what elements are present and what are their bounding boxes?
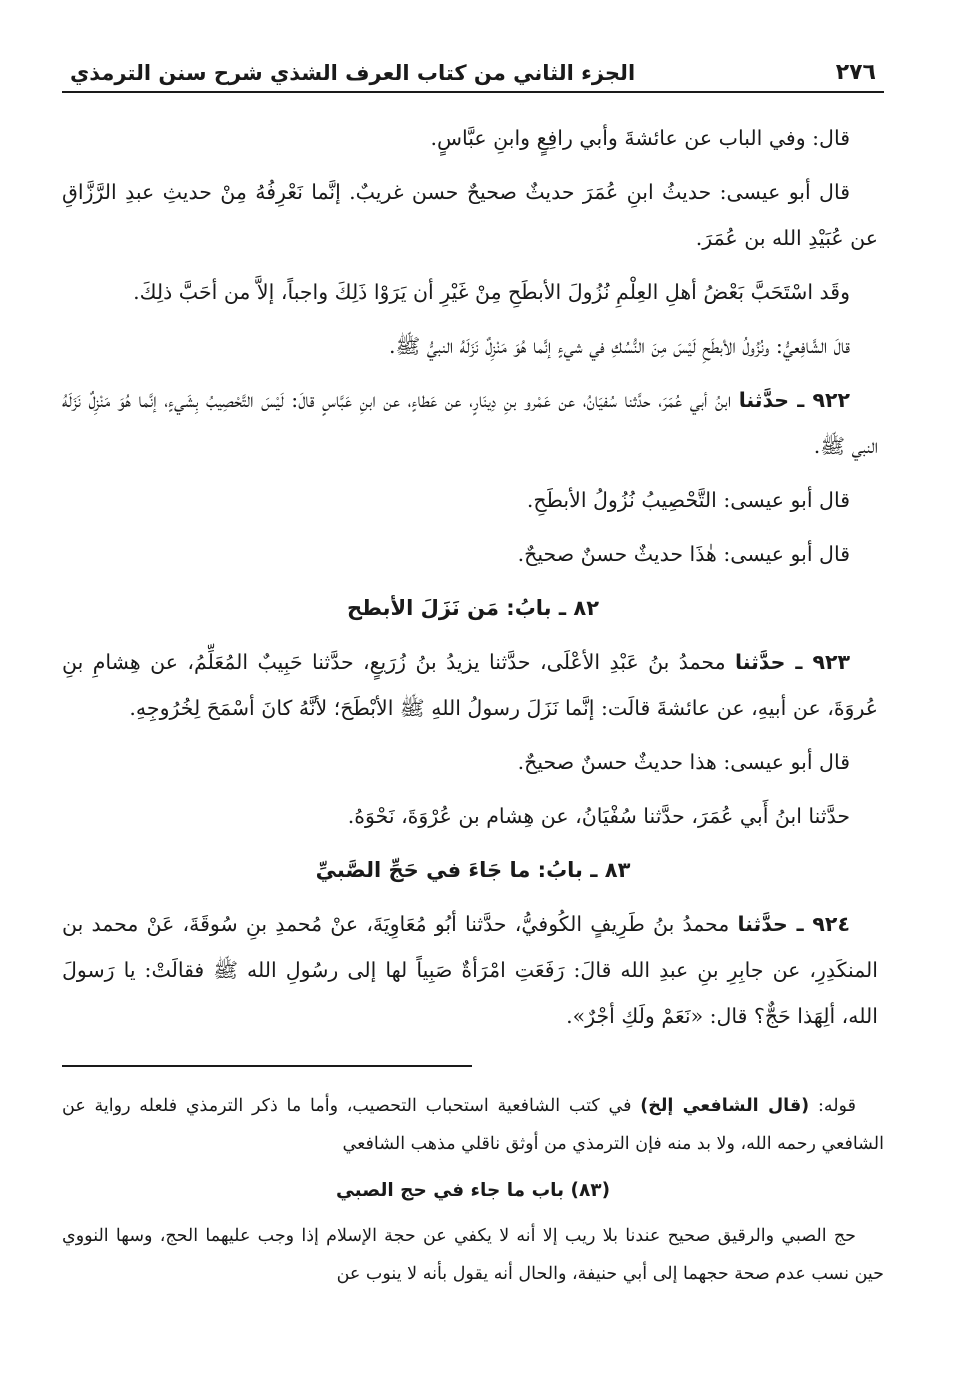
text-paragraph: قال أبو عيسى: حديثُ ابنِ عُمَرَ حديثٌ صحيحٌ حسن غريبٌ. إنَّما نَعْرِفُهُ مِنْ حديثِ عبدِ الرَّزَّاقِ عن عُبَيْدِ الله بن عُمَرَ.: [62, 180, 878, 250]
text-paragraph: حدَّثنا ابنُ أَبي عُمَرَ، حدَّثنا سُفْيَانُ، عن هِشام بن عُرْوَةَ، نَحْوَهُ.: [347, 804, 850, 828]
commentary-note: حج الصبي والرقيق صحيح عندنا بلا ريب إلا أنه لا يكفي عن حجة الإسلام إذا وجب عليهما الحج، وسها النووي حين نسب عدم صحة حجهما إلى أبي حنيفة، والحال أنه يقول بأنه لا ينوب عن: [62, 1226, 884, 1284]
book-page: [62, 60, 884, 1299]
text-paragraph: قال: وفي الباب عن عائشةَ وأبي رافِعٍ وابنِ عبَّاسٍ.: [430, 126, 850, 150]
hadith-number: ٩٢٢ ـ حدَّثنا: [738, 388, 850, 412]
hadith-text: ابنُ أبي عُمَرَ، حدَّثنا سُفيَانُ، عن عَمْرو بنِ دِينَارٍ، عن عَطاءٍ، عن ابنِ عَبَّاسٍ قالَ: لَيْسَ التَّحْصِيبُ بِشَيءٍ، إنَّما هُوَ مَنْزِلٌ نَزَلَهُ النبي ﷺ.: [62, 388, 878, 458]
footnote-divider: [62, 1065, 472, 1067]
page-header: [62, 60, 884, 91]
text-paragraph: قال أبو عيسى: هٰذَا حديثٌ حسنٌ صحيحٌ.: [517, 542, 850, 566]
text-paragraph: قال أبو عيسى: التَّحْصِيبُ نُزُولُ الأبطَحِ.: [526, 488, 850, 512]
hadith-text: محمدُ بنُ طَرِيفٍ الكُوفيُّ، حدَّثنا أبُو مُعَاوِيَةَ، عنْ مُحمدِ بنِ سُوقَةَ، عَنْ محمد بن المنكَدِرِ، عن جابِرِ بنِ عبدِ الله قالَ: رَفَعَتِ امْرَأةٌ صَبِياً لها إلى رسُولِ الله ﷺ فقالَتْ: يا رَسولَ الله، ألِهَذا حَجٌّ؟ قال: «نَعَمْ ولَكِ أجْرٌ».: [62, 912, 878, 1028]
note-prefix: قوله:: [817, 1096, 856, 1116]
commentary-heading: (٨٣) باب ما جاء في حج الصبي: [335, 1180, 611, 1201]
chapter-heading-83: ٨٣ ـ بابُ: ما جَاءَ في حَجِّ الصَّبيِّ: [315, 858, 631, 882]
note-lemma: (قال الشافعي إلخ): [640, 1096, 810, 1116]
hadith-924: [62, 901, 884, 1039]
running-title: الجزء الثاني من كتاب العرف الشذي شرح سنن الترمذي: [70, 61, 636, 85]
page-number: ٢٧٦: [835, 60, 876, 85]
text-paragraph: وقَد اسْتَحَبَّ بَعْضُ أهلِ العِلْمِ نُزُولَ الأبطَحِ مِنْ غَيْرِ أن يَرَوْا ذَلِكَ واجباً، إلاَّ من أحَبَّ ذلِكَ.: [133, 280, 850, 304]
commentary-note: [62, 1087, 884, 1163]
note-text: في كتب الشافعية استحباب التحصيب، وأما ما ذكر الترمذي فلعله رواية عن الشافعي رحمه الله، ولا بد منه فإن الترمذي من أوثق ناقلي مذهب الشافعي: [62, 1096, 884, 1154]
hadith-923: [62, 639, 884, 731]
hadith-number: ٩٢٣ ـ حدَّثنا: [735, 650, 850, 674]
hadith-922: [62, 377, 884, 469]
hadith-number: ٩٢٤ ـ حدَّثنا: [737, 912, 850, 936]
text-paragraph: قالَ الشَّافِعيُّ: ونُزُولُ الأبطَحِ لَيْسَ مِنَ النُّسُكِ في شيءٍ إنَّما هُوَ مَنْزِلٌ نَزَلَهُ النبيُّ ﷺ.: [388, 334, 850, 358]
hadith-text: محمدُ بنُ عَبْدِ الأعْلَى، حدَّثنا يزيدُ بنُ زُرَيعٍ، حدَّثنا حَبِيبٌ المُعَلِّمُ، عن هِشامِ بنِ عُروَةَ، عن أبيهِ، عن عائشةَ قالَت: إنَّما نَزَلَ رسولُ اللهِ ﷺ الأبْطَحَ؛ لأنَّهُ كانَ أسْمَحَ لِخُرُوجِهِ.: [62, 650, 878, 720]
header-divider: [62, 91, 884, 93]
chapter-heading-82: ٨٢ ـ بابُ: مَن نَزَلَ الأبطح: [346, 596, 600, 620]
text-paragraph: قال أبو عيسى: هذا حديثٌ حسنٌ صحيحٌ.: [517, 750, 850, 774]
